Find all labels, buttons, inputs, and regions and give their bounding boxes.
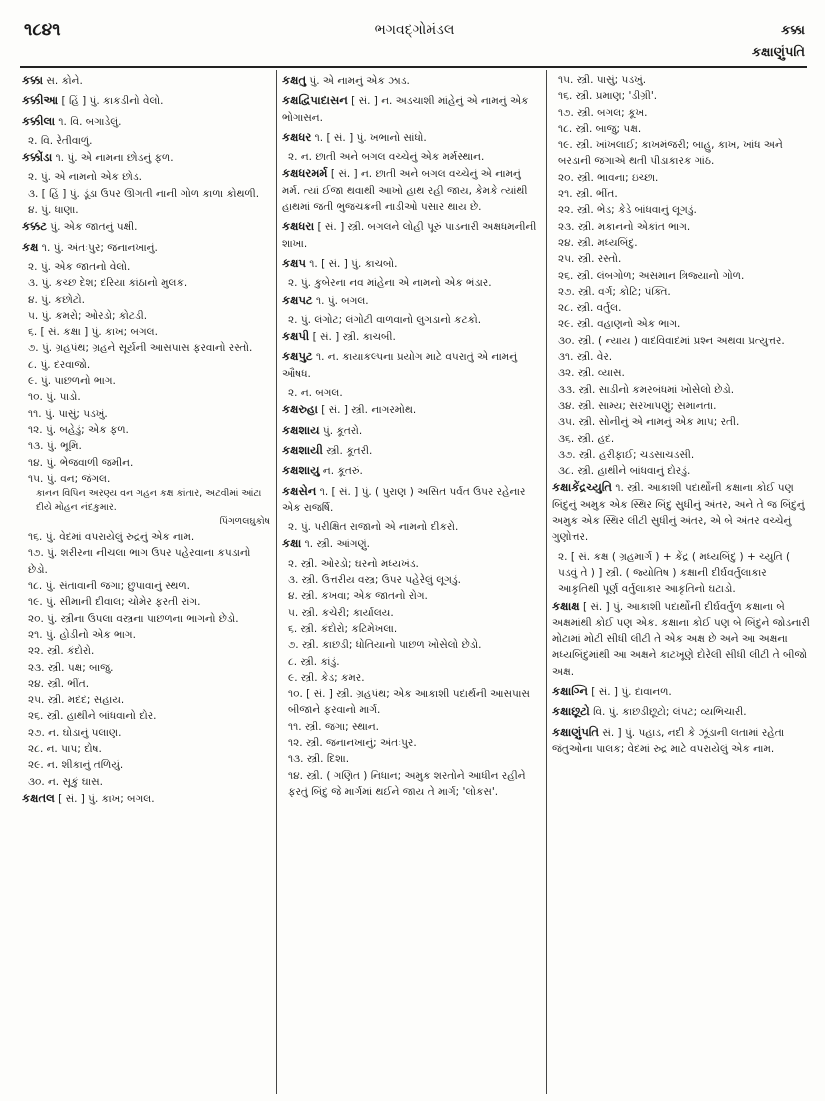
- headword: કક્ષપુટ: [282, 349, 313, 364]
- definition-text: પું. કૂતરો.: [319, 424, 363, 437]
- definition-text: ૧. [ સં. ] પું. ખભાનો સાંધો.: [311, 131, 427, 144]
- guide-word-last: કક્ષાણુંપતિ: [751, 45, 805, 60]
- sense-line: ૧૮. સ્ત્રી. બાજુ; પક્ષ.: [558, 122, 642, 135]
- definition-text: વિ. પું. કાછડીછૂટો; લંપટ; વ્યભિચારી.: [589, 706, 747, 719]
- sense-line: ૧૬. પું. વેદમાં વપરાયેલું રુદ્રનું એક નામ.: [28, 531, 195, 544]
- headword: કક્કોંડા: [22, 150, 53, 165]
- definition-text: [ સં. ] પું. દાવાનળ.: [587, 685, 672, 698]
- sense-line: ૧૧. સ્ત્રી. જગા; સ્થાન.: [288, 720, 380, 733]
- headword: કક્ષશાય: [282, 422, 320, 437]
- sense-line: ૫. પું. કમરો; ઓરડો; કોટડી.: [28, 309, 148, 322]
- sense-line: ૧૧. પું. પાસું; પડખું.: [28, 407, 108, 420]
- dictionary-entry: [552, 683, 810, 700]
- headword: કક્ષશાયી: [282, 442, 323, 457]
- headword: કક્ષા: [282, 536, 302, 551]
- sense-line: ૧૯. પું. સીમાની દીવાલ; ચોમેર ફરતી રાંગ.: [28, 596, 201, 609]
- headword: કક્ષશાયુ: [282, 463, 320, 478]
- sense-line: ૨. ન. બગલ.: [288, 387, 343, 400]
- sense-line: ૧૯. સ્ત્રી. ખાંખલાઈ; કાખમંજરી; બાહુ, કાખ, ખાંધ અને બરડાની જગાએ થતી પીડાકારક ગાંઠ.: [558, 139, 783, 168]
- sense-line: ૩. પું. કચ્છ દેશ; દરિયા કાંઠાનો મુલક.: [28, 277, 188, 290]
- sense-line: ૧૬. સ્ત્રી. પ્રમાણ; 'ડીગ્રી'.: [558, 90, 658, 103]
- sense-line: ૭. સ્ત્રી. કાછડી; ધોતિયાનો પાછળ ખોસેલો છેડો.: [288, 639, 482, 652]
- dictionary-entry: [22, 239, 270, 256]
- sense-line: ૯. સ્ત્રી. કેડ; કમર.: [288, 671, 365, 684]
- headword: કક્ષતુ: [282, 73, 307, 87]
- guide-words: [752, 20, 805, 64]
- sense-line: ૨૭. સ્ત્રી. વર્ગ; કોટિ; પંક્તિ.: [558, 285, 671, 298]
- sense-line: ૨૩. સ્ત્રી. મકાનનો એકાંત ભાગ.: [558, 220, 691, 233]
- sense-line: ૮. સ્ત્રી. કાંડું.: [288, 655, 340, 668]
- sense-line: ૨૧. સ્ત્રી. ભીંત.: [558, 188, 618, 201]
- definition-text: ૧. પું. બગલ.: [312, 294, 369, 307]
- sense-line: ૨૮. ન. પાપ; દોષ.: [28, 742, 102, 755]
- column-2: [282, 72, 540, 1092]
- sense-line: ૩. [ હિં ] પું. ડૂંડા ઉપર ઊગતી નાની ગોળ કાળા કોથળી.: [28, 187, 260, 200]
- sense-line: ૩૨. સ્ત્રી. વ્યાસ.: [558, 367, 625, 380]
- sense-line: ૧૩. પું. ભૂમિ.: [28, 440, 82, 453]
- dictionary-entry: [282, 255, 540, 272]
- headword: કક્ષાક્ષ: [552, 598, 580, 613]
- headword: કક્ષ: [22, 239, 39, 254]
- sense-line: ૪. સ્ત્રી. કખવા; એક જાતનો રોગ.: [288, 590, 428, 603]
- sense-line: ૭. પું. ગ્રહપંથ; ગ્રહને સૂર્યની આસપાસ ફરવાનો રસ્તો.: [28, 342, 253, 355]
- sense-line: ૨૬. સ્ત્રી. હાથીને બાંધવાનો દોર.: [28, 710, 157, 723]
- sense-line: ૩૬. સ્ત્રી. હદ.: [558, 432, 615, 445]
- definition-text: ૧. ન. કાયાકલ્પના પ્રયોગ માટે વપરાતું એ નામનું ઔષધ.: [282, 351, 518, 380]
- definition-text: [ સં. ] ન. છાતી અને બગલ વચ્ચેનું એ નામનું મર્મ. ત્યાં ઈજા થવાથી આખો હાથ રહી જાય, કેમકે ત્યાંથી હાથમાં જતી ભુજચક્રની નાડીઓ પસાર થાય છે.: [282, 168, 528, 214]
- sense-line: ૨. સ્ત્રી. ઓરડો; ઘરનો મધ્યખંડ.: [288, 557, 419, 570]
- definition-text: [ સં. ] પું. કાખ; બગલ.: [54, 792, 155, 805]
- sense-line: ૨. ન. છાતી અને બગલ વચ્ચેનું એક મર્મસ્થાન.: [288, 151, 485, 164]
- headword: કક્ષાકેંદ્રચ્યુતિ: [552, 480, 613, 495]
- definition-text: પું. એક જાતનું પક્ષી.: [46, 221, 138, 234]
- sense-line: ૧૭. સ્ત્રી. બગલ; કૂખ.: [558, 106, 648, 119]
- definition-text: [ સં. ] સ્ત્રી. બગલને લોહી પૂરું પાડનારી અક્ષધમનીની શાખા.: [282, 221, 537, 250]
- sense-line: ૧૮. પું. સંતાવાની જગા; છુપાવાનું સ્થળ.: [28, 580, 191, 593]
- sense-line: ૨૪. સ્ત્રી. મધ્યબિંદુ.: [558, 236, 638, 249]
- headword: કક્ષાછૂટો: [552, 704, 590, 719]
- dictionary-entry: [282, 401, 540, 418]
- dictionary-entry: [22, 92, 270, 109]
- definition-text: ૧. સ્ત્રી. આંગણું.: [301, 538, 370, 551]
- sense-line: ૬. સ્ત્રી. કંદોરો; કટિમેખલા.: [288, 622, 398, 635]
- sense-line: ૩૩. સ્ત્રી. સાડીનો કમરબંધમાં ખોસેલો છેડો.: [558, 383, 735, 396]
- sense-line: ૨. વિ. રેતીવાળું.: [28, 134, 93, 147]
- dictionary-entry: [282, 535, 540, 552]
- definition-text: સ્ત્રી. કૂતરી.: [322, 444, 373, 457]
- sense-line: ૩૦. ન. સૂકું ઘાસ.: [28, 775, 104, 788]
- sense-line: ૨૫. સ્ત્રી. રસ્તો.: [558, 253, 622, 266]
- dictionary-entry: [282, 72, 540, 89]
- headword: કક્ષપી: [282, 329, 310, 344]
- definition-text: [ સં. ] ન. અડચાશી માંહેનું એ નામનું એક ભોગાસન.: [282, 95, 529, 124]
- dictionary-entry: [552, 598, 810, 680]
- definition-text: ૧. પું. અંતઃપુર; જનાનખાનું.: [38, 241, 158, 254]
- headword: કક્ષતલ: [22, 790, 55, 805]
- sense-line: ૨૧. પું. હોડીનો એક ભાગ.: [28, 628, 136, 641]
- definition-text: પું. એ નામનું એક ઝાડ.: [306, 75, 410, 87]
- sense-line: ૮. પું. દરવાજો.: [28, 358, 91, 371]
- sense-line: ૩. સ્ત્રી. ઉત્તરીય વસ્ત્ર; ઉપર પહેરેલું લૂગડું.: [288, 574, 461, 587]
- sense-line: ૧૨. સ્ત્રી. જનાનખાનું; અંતઃપુર.: [288, 736, 417, 749]
- guide-word-first: કક્કા: [781, 23, 805, 38]
- sense-line: ૨. [ સં. કક્ષ ( ગ્રહમાર્ગ ) + કેંદ્ર ( મધ્યબિંદુ ) + ચ્યુતિ ( પડવું તે ) ] સ્ત્રી. ( જ્યોતિષ ) કક્ષાની દીર્ઘવર્તુલાકાર આકૃતિથી પૂર્ણ વર્તુલાકાર આકૃતિનો ઘટાડો.: [558, 550, 791, 596]
- dictionary-entry: [282, 129, 540, 146]
- dictionary-entry: [282, 348, 540, 382]
- sense-line: ૨૯. સ્ત્રી. વહાણનો એક ભાગ.: [558, 318, 681, 331]
- definition-text: ૧. પું. એ નામના છોડનું ફળ.: [52, 152, 174, 165]
- sense-line: ૨. પું. એ નામનો એક છોડ.: [28, 171, 143, 184]
- sense-line: ૧૫. પું. વન; જંગલ.: [28, 472, 111, 485]
- definition-text: [ સં. ] સ્ત્રી. નાગરમોથ.: [317, 404, 417, 417]
- headword: કક્ષસેન: [282, 483, 317, 498]
- sense-line: ૩૭. સ્ત્રી. હરીફાઈ; ચડસાચડસી.: [558, 448, 695, 461]
- sense-line: ૬. [ સં. કક્ષા ] પું. કાખ; બગલ.: [28, 326, 158, 339]
- sense-line: ૩૫. સ્ત્રી. સોનીનું એ નામનું એક માપ; રતી.: [558, 416, 740, 429]
- headword: કક્કા: [22, 73, 44, 87]
- definition-text: સ. કોને.: [43, 75, 83, 87]
- sense-line: ૨૮. સ્ત્રી. વર્તુલ.: [558, 302, 622, 315]
- column-divider: [276, 70, 277, 1094]
- sense-line: ૨૦. પું. સ્ત્રીના ઉપલા વસ્ત્રના પાછળના ભાગનો છેડો.: [28, 612, 239, 625]
- sense-line: ૨૦. સ્ત્રી. ભાવના; ઇચ્છા.: [558, 171, 659, 184]
- dictionary-entry: [22, 790, 270, 807]
- headword: કક્ષધરા: [282, 219, 315, 234]
- dictionary-entry: [22, 72, 270, 89]
- sense-line: ૨. પું. કુબેરના નવ માંહેના એ નામનો એક ભંડાર.: [288, 277, 492, 290]
- dictionary-entry: [282, 165, 540, 215]
- dictionary-entry: [282, 328, 540, 345]
- sense-line: ૨. પું. પરીક્ષિત રાજાનો એ નામનો દીકરો.: [288, 521, 459, 534]
- page-number: ૧૮૪૧: [24, 20, 61, 40]
- headword: કક્ષધર: [282, 129, 312, 144]
- dictionary-entry: [282, 92, 540, 126]
- dictionary-entry: [282, 483, 540, 517]
- sense-line: ૩૪. સ્ત્રી. સામ્ય; સરખાપણું; સમાનતા.: [558, 399, 717, 412]
- definition-text: ૧. વિ. બગાડેલું.: [55, 115, 122, 128]
- column-divider: [546, 70, 547, 1094]
- citation-quote: કાનન વિપિન અરણ્ય વન ગહન કક્ષ કાંતાર, અટવીમાં આંટા દીયે મોહન નંદકુમાર.: [36, 488, 262, 514]
- definition-text: [ સં. ] પું. આકાશી પદાર્થોની દીર્ઘવર્તુળ કક્ષાના બે અક્ષમાંથી કોઈ પણ એક. કક્ષાના કોઈ પણ બે બિંદુને જોડનારી મોટામાં મોટી સીધી લીટી તે એક અક્ષ છે અને આ અક્ષના મધ્યબિંદુમાંથી આ અક્ષને કાટખૂણે દોરેલી સીધી લીટી તે બીજો અક્ષ.: [552, 600, 810, 678]
- sense-line: ૧૦. [ સં. ] સ્ત્રી. ગ્રહપંથ; એક આકાશી પદાર્થની આસપાસ બીજાને ફરવાનો માર્ગ.: [288, 688, 530, 717]
- headword: કક્ષરુહા: [282, 402, 318, 417]
- definition-text: ૧. સ્ત્રી. આકાશી પદાર્થોની કક્ષાના કોઈ પણ બિંદુનું અમુક એક સ્થિર બિંદુ સુધીનું અંતર, અને તે જ બિંદુનું અમુક એક સ્થિર લીટી સુધીનું અંતર, એ બે અંતર વચ્ચેનું ગુણોત્તર.: [552, 482, 805, 544]
- definition-text: ૧. [ સં. ] પું. કાચબો.: [305, 257, 398, 270]
- headword: કક્ષપ: [282, 255, 306, 270]
- dictionary-entry: [22, 149, 270, 166]
- sense-line: ૯. પું. પાછળનો ભાગ.: [28, 375, 116, 388]
- running-title: ભગવદ્ગોમંડલ: [374, 22, 455, 38]
- page-header: [24, 14, 805, 66]
- headword: કક્ષદ્વિપાદાસન: [282, 93, 348, 108]
- sense-line: ૩૮. સ્ત્રી. હાથીને બાંધવાનું દોરડું.: [558, 465, 691, 478]
- sense-line: ૧૩. સ્ત્રી. દિશા.: [288, 753, 350, 766]
- sense-line: ૨૪. સ્ત્રી. ભીંત.: [28, 677, 90, 690]
- headword: કક્ષધરમર્મ: [282, 166, 328, 181]
- sense-line: ૨૯. ન. શીકાનું તળિયું.: [28, 759, 124, 772]
- headword: કક્કીલા: [22, 113, 56, 128]
- dictionary-entry: [22, 113, 270, 130]
- definition-text: સં. ] પું. પહાડ, નદી કે ઝૂંડાની લતામાં રહેતા જંતુઓના પાલક; વેદમાં રુદ્ર માટે વપરાયેલું એક નામ.: [552, 726, 785, 755]
- sense-line: ૨૨. સ્ત્રી. ભેડ; કેડે બાંધવાનું લૂગડું.: [558, 204, 697, 217]
- column-1: [22, 72, 270, 1092]
- sense-line: ૫. સ્ત્રી. કચેરી; કાર્યાલય.: [288, 606, 394, 619]
- headword: કક્કટ: [22, 219, 47, 234]
- dictionary-entry: [282, 462, 540, 479]
- sense-line: ૪. પું. ધાણા.: [28, 204, 79, 217]
- sense-line: ૧૫. સ્ત્રી. પાસું; પડખું.: [558, 74, 647, 86]
- sense-line: ૨૫. સ્ત્રી. મદદ; સહાય.: [28, 694, 125, 707]
- dictionary-entry: [282, 442, 540, 459]
- dictionary-entry: [282, 218, 540, 252]
- sense-line: ૩૧. સ્ત્રી. વેર.: [558, 351, 613, 364]
- header-rule: [20, 66, 807, 68]
- sense-line: ૧૨. પું. બહેડું; એક ફળ.: [28, 423, 129, 436]
- definition-text: ૧. [ સં. ] પું. ( પુરાણ ) અસિત પર્વત ઉપર રહેનાર એક રાજર્ષિ.: [282, 485, 526, 514]
- dictionary-entry: [552, 724, 810, 758]
- headword: કક્કીઆ: [22, 93, 59, 108]
- dictionary-entry: [282, 292, 540, 309]
- dictionary-entry: [552, 479, 810, 545]
- sense-line: ૧૪. પું. ભેજવાળી જમીન.: [28, 456, 134, 469]
- sense-line: ૨. પું. એક જાતનો વેલો.: [28, 260, 131, 273]
- column-3: [552, 72, 810, 1092]
- dictionary-entry: [22, 218, 270, 235]
- dictionary-entry: [282, 422, 540, 439]
- sense-line: ૨૩. સ્ત્રી. પક્ષ; બાજુ.: [28, 661, 114, 674]
- headword: કક્ષાણુંપતિ: [552, 724, 599, 739]
- definition-text: ન. કૂતરું.: [319, 465, 363, 478]
- sense-line: ૨. પું. લંગોટ; લંગોટી વાળવાનો લુગડાનો કટકો.: [288, 313, 482, 326]
- headword: કક્ષપટ: [282, 292, 313, 307]
- sense-line: ૪. પું. કછોટો.: [28, 293, 85, 306]
- definition-text: [ સં. ] સ્ત્રી. કાચબી.: [309, 331, 396, 344]
- sense-line: ૨૨. સ્ત્રી. કંદોરો.: [28, 645, 95, 658]
- sense-line: ૧૦. પું. પાડો.: [28, 391, 81, 404]
- sense-line: ૧૪. સ્ત્રી. ( ગણિત ) નિધાન; અમુક શરતોને આધીન રહીને ફરતું બિંદુ જે માર્ગમાં થઈને જાય તે માર્ગ; 'લોકસ'.: [288, 769, 526, 798]
- citation-source: પિંગળલઘુકોષ: [219, 516, 270, 528]
- definition-text: [ હિં ] પું. કાકડીનો વેલો.: [58, 95, 164, 108]
- sense-line: ૩૦. સ્ત્રી. ( ન્યાય ) વાદવિવાદમાં પ્રશ્ન અથવા પ્રત્યુત્તર.: [558, 334, 785, 347]
- sense-line: ૨૬. સ્ત્રી. લંબગોળ; અસમાન ત્રિજ્યાનો ગોળ.: [558, 269, 745, 282]
- sense-line: ૨૭. ન. ઘોડાનું પલાણ.: [28, 726, 122, 739]
- sense-line: ૧૭. પું. શરીરના નીચલા ભાગ ઉપર પહેરવાના કપડાનો છેડો.: [28, 547, 251, 576]
- headword: કક્ષાગ્નિ: [552, 683, 588, 698]
- dictionary-entry: [552, 703, 810, 720]
